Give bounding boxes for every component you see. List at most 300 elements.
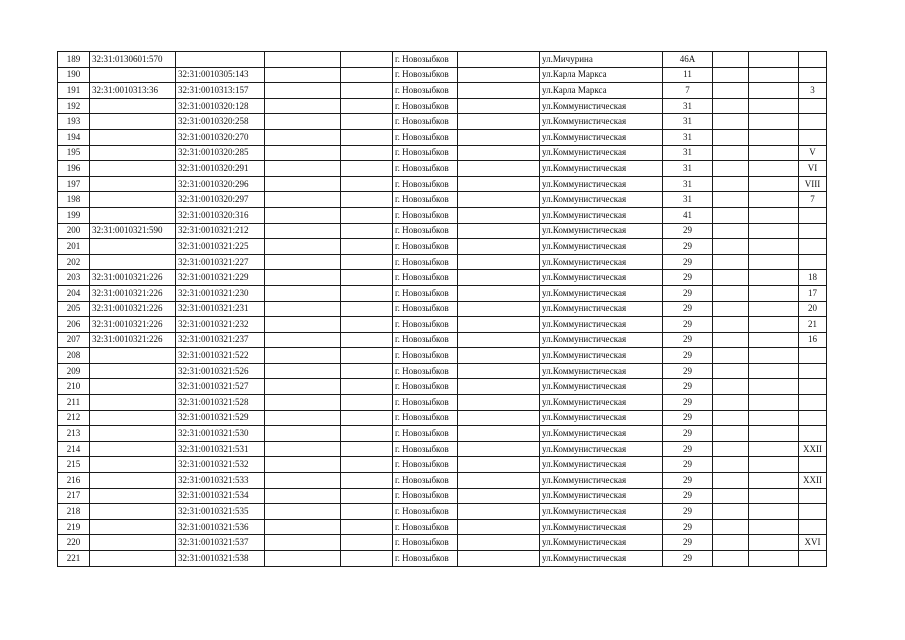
apartment-cell: 3 <box>799 83 827 99</box>
cadastral-parent-cell <box>90 535 176 551</box>
empty-cell <box>713 270 749 286</box>
empty-cell <box>713 535 749 551</box>
city-cell: г. Новозыбков <box>393 223 458 239</box>
house-number-cell: 29 <box>663 254 713 270</box>
city-cell: г. Новозыбков <box>393 239 458 255</box>
empty-cell <box>265 473 341 489</box>
city-cell: г. Новозыбков <box>393 207 458 223</box>
street-cell: ул.Коммунистическая <box>540 504 663 520</box>
row-number-cell: 198 <box>58 192 90 208</box>
cadastral-parent-cell <box>90 363 176 379</box>
cadastral-number-cell: 32:31:0010321:230 <box>176 285 265 301</box>
empty-cell <box>458 301 540 317</box>
empty-cell <box>341 317 393 333</box>
row-number-cell: 193 <box>58 114 90 130</box>
table-row <box>58 161 827 177</box>
city-cell: г. Новозыбков <box>393 317 458 333</box>
empty-cell <box>713 207 749 223</box>
city-cell: г. Новозыбков <box>393 83 458 99</box>
empty-cell <box>458 519 540 535</box>
street-cell: ул.Коммунистическая <box>540 301 663 317</box>
house-number-cell: 46А <box>663 52 713 68</box>
apartment-cell <box>799 207 827 223</box>
empty-cell <box>341 395 393 411</box>
empty-cell <box>749 473 799 489</box>
city-cell: г. Новозыбков <box>393 535 458 551</box>
street-cell: ул.Коммунистическая <box>540 270 663 286</box>
apartment-cell: V <box>799 145 827 161</box>
empty-cell <box>341 348 393 364</box>
empty-cell <box>458 457 540 473</box>
cadastral-number-cell: 32:31:0010321:225 <box>176 239 265 255</box>
cadastral-number-cell: 32:31:0010320:270 <box>176 129 265 145</box>
city-cell: г. Новозыбков <box>393 519 458 535</box>
empty-cell <box>713 488 749 504</box>
empty-cell <box>341 114 393 130</box>
cadastral-number-cell: 32:31:0010321:530 <box>176 426 265 442</box>
empty-cell <box>341 270 393 286</box>
city-cell: г. Новозыбков <box>393 504 458 520</box>
empty-cell <box>458 317 540 333</box>
city-cell: г. Новозыбков <box>393 52 458 68</box>
empty-cell <box>341 207 393 223</box>
street-cell: ул.Коммунистическая <box>540 239 663 255</box>
street-cell: ул.Коммунистическая <box>540 332 663 348</box>
street-cell: ул.Коммунистическая <box>540 317 663 333</box>
empty-cell <box>265 426 341 442</box>
empty-cell <box>341 239 393 255</box>
city-cell: г. Новозыбков <box>393 473 458 489</box>
empty-cell <box>341 363 393 379</box>
row-number-cell: 211 <box>58 395 90 411</box>
empty-cell <box>265 441 341 457</box>
house-number-cell: 31 <box>663 161 713 177</box>
empty-cell <box>713 285 749 301</box>
empty-cell <box>341 176 393 192</box>
empty-cell <box>458 114 540 130</box>
house-number-cell: 29 <box>663 332 713 348</box>
street-cell: ул.Коммунистическая <box>540 395 663 411</box>
cadastral-number-cell <box>176 52 265 68</box>
house-number-cell: 29 <box>663 223 713 239</box>
empty-cell <box>458 239 540 255</box>
empty-cell <box>265 129 341 145</box>
row-number-cell: 215 <box>58 457 90 473</box>
empty-cell <box>341 551 393 567</box>
empty-cell <box>749 317 799 333</box>
table-row <box>58 223 827 239</box>
empty-cell <box>749 114 799 130</box>
empty-cell <box>749 285 799 301</box>
cadastral-parent-cell <box>90 519 176 535</box>
apartment-cell <box>799 223 827 239</box>
table-row <box>58 395 827 411</box>
street-cell: ул.Коммунистическая <box>540 223 663 239</box>
empty-cell <box>265 519 341 535</box>
empty-cell <box>265 457 341 473</box>
apartment-cell: VI <box>799 161 827 177</box>
table-row <box>58 332 827 348</box>
apartment-cell <box>799 426 827 442</box>
cadastral-number-cell: 32:31:0010321:527 <box>176 379 265 395</box>
table-row <box>58 410 827 426</box>
cadastral-parent-cell: 32:31:0010321:226 <box>90 270 176 286</box>
city-cell: г. Новозыбков <box>393 301 458 317</box>
empty-cell <box>265 83 341 99</box>
apartment-cell <box>799 395 827 411</box>
cadastral-number-cell: 32:31:0010313:157 <box>176 83 265 99</box>
empty-cell <box>749 67 799 83</box>
empty-cell <box>265 410 341 426</box>
empty-cell <box>265 192 341 208</box>
cadastral-parent-cell <box>90 129 176 145</box>
row-number-cell: 220 <box>58 535 90 551</box>
house-number-cell: 29 <box>663 395 713 411</box>
cadastral-parent-cell: 32:31:0010313:36 <box>90 83 176 99</box>
house-number-cell: 31 <box>663 114 713 130</box>
table-row <box>58 301 827 317</box>
city-cell: г. Новозыбков <box>393 129 458 145</box>
street-cell: ул.Коммунистическая <box>540 363 663 379</box>
empty-cell <box>265 239 341 255</box>
city-cell: г. Новозыбков <box>393 441 458 457</box>
empty-cell <box>341 457 393 473</box>
empty-cell <box>265 98 341 114</box>
empty-cell <box>458 223 540 239</box>
street-cell: ул.Коммунистическая <box>540 488 663 504</box>
street-cell: ул.Коммунистическая <box>540 535 663 551</box>
empty-cell <box>341 129 393 145</box>
house-number-cell: 29 <box>663 239 713 255</box>
cadastral-number-cell: 32:31:0010320:297 <box>176 192 265 208</box>
street-cell: ул.Коммунистическая <box>540 161 663 177</box>
empty-cell <box>713 129 749 145</box>
empty-cell <box>265 285 341 301</box>
row-number-cell: 199 <box>58 207 90 223</box>
city-cell: г. Новозыбков <box>393 395 458 411</box>
cadastral-parent-cell <box>90 410 176 426</box>
house-number-cell: 29 <box>663 473 713 489</box>
empty-cell <box>265 223 341 239</box>
table-row <box>58 379 827 395</box>
apartment-cell <box>799 457 827 473</box>
empty-cell <box>341 145 393 161</box>
empty-cell <box>458 129 540 145</box>
row-number-cell: 196 <box>58 161 90 177</box>
empty-cell <box>713 145 749 161</box>
empty-cell <box>341 254 393 270</box>
city-cell: г. Новозыбков <box>393 98 458 114</box>
empty-cell <box>713 176 749 192</box>
house-number-cell: 29 <box>663 426 713 442</box>
cadastral-number-cell: 32:31:0010320:128 <box>176 98 265 114</box>
apartment-cell <box>799 98 827 114</box>
apartment-cell <box>799 504 827 520</box>
row-number-cell: 219 <box>58 519 90 535</box>
cadastral-number-cell: 32:31:0010320:258 <box>176 114 265 130</box>
city-cell: г. Новозыбков <box>393 426 458 442</box>
house-number-cell: 29 <box>663 379 713 395</box>
table-row <box>58 192 827 208</box>
apartment-cell <box>799 239 827 255</box>
cadastral-number-cell: 32:31:0010321:529 <box>176 410 265 426</box>
empty-cell <box>265 301 341 317</box>
empty-cell <box>265 317 341 333</box>
house-number-cell: 31 <box>663 129 713 145</box>
empty-cell <box>713 551 749 567</box>
street-cell: ул.Коммунистическая <box>540 285 663 301</box>
empty-cell <box>458 410 540 426</box>
empty-cell <box>749 223 799 239</box>
cadastral-parent-cell <box>90 192 176 208</box>
row-number-cell: 191 <box>58 83 90 99</box>
empty-cell <box>713 426 749 442</box>
row-number-cell: 221 <box>58 551 90 567</box>
empty-cell <box>265 488 341 504</box>
apartment-cell: XXII <box>799 473 827 489</box>
empty-cell <box>713 98 749 114</box>
apartment-cell <box>799 67 827 83</box>
apartment-cell <box>799 551 827 567</box>
cadastral-parent-cell <box>90 488 176 504</box>
empty-cell <box>265 363 341 379</box>
empty-cell <box>713 301 749 317</box>
empty-cell <box>265 535 341 551</box>
apartment-cell <box>799 114 827 130</box>
cadastral-number-cell: 32:31:0010321:535 <box>176 504 265 520</box>
table-row <box>58 535 827 551</box>
table-row <box>58 457 827 473</box>
cadastral-parent-cell <box>90 98 176 114</box>
empty-cell <box>265 504 341 520</box>
row-number-cell: 202 <box>58 254 90 270</box>
empty-cell <box>341 504 393 520</box>
empty-cell <box>458 473 540 489</box>
empty-cell <box>713 379 749 395</box>
cadastral-parent-cell <box>90 161 176 177</box>
empty-cell <box>713 161 749 177</box>
empty-cell <box>458 67 540 83</box>
house-number-cell: 31 <box>663 145 713 161</box>
table-row <box>58 317 827 333</box>
city-cell: г. Новозыбков <box>393 270 458 286</box>
empty-cell <box>749 457 799 473</box>
apartment-cell <box>799 129 827 145</box>
cadastral-parent-cell: 32:31:0010321:590 <box>90 223 176 239</box>
empty-cell <box>265 176 341 192</box>
house-number-cell: 29 <box>663 363 713 379</box>
empty-cell <box>458 176 540 192</box>
table-row <box>58 114 827 130</box>
cadastral-parent-cell <box>90 395 176 411</box>
row-number-cell: 194 <box>58 129 90 145</box>
empty-cell <box>458 285 540 301</box>
row-number-cell: 214 <box>58 441 90 457</box>
street-cell: ул.Карла Маркса <box>540 83 663 99</box>
cadastral-number-cell: 32:31:0010321:531 <box>176 441 265 457</box>
empty-cell <box>749 504 799 520</box>
empty-cell <box>749 426 799 442</box>
row-number-cell: 203 <box>58 270 90 286</box>
cadastral-parent-cell <box>90 145 176 161</box>
empty-cell <box>341 83 393 99</box>
apartment-cell <box>799 52 827 68</box>
house-number-cell: 29 <box>663 504 713 520</box>
row-number-cell: 195 <box>58 145 90 161</box>
cadastral-number-cell: 32:31:0010320:291 <box>176 161 265 177</box>
street-cell: ул.Коммунистическая <box>540 551 663 567</box>
house-number-cell: 29 <box>663 317 713 333</box>
apartment-cell: 17 <box>799 285 827 301</box>
empty-cell <box>265 254 341 270</box>
cadastral-parent-cell <box>90 207 176 223</box>
apartment-cell <box>799 348 827 364</box>
register-table <box>57 51 827 567</box>
city-cell: г. Новозыбков <box>393 161 458 177</box>
empty-cell <box>458 395 540 411</box>
row-number-cell: 204 <box>58 285 90 301</box>
city-cell: г. Новозыбков <box>393 410 458 426</box>
street-cell: ул.Коммунистическая <box>540 519 663 535</box>
table-row <box>58 285 827 301</box>
empty-cell <box>341 192 393 208</box>
empty-cell <box>458 270 540 286</box>
empty-cell <box>458 535 540 551</box>
row-number-cell: 217 <box>58 488 90 504</box>
empty-cell <box>713 239 749 255</box>
empty-cell <box>713 67 749 83</box>
city-cell: г. Новозыбков <box>393 363 458 379</box>
street-cell: ул.Коммунистическая <box>540 98 663 114</box>
table-row <box>58 83 827 99</box>
empty-cell <box>341 285 393 301</box>
street-cell: ул.Коммунистическая <box>540 192 663 208</box>
empty-cell <box>458 348 540 364</box>
table-row <box>58 348 827 364</box>
cadastral-parent-cell <box>90 473 176 489</box>
cadastral-parent-cell: 32:31:0130601:570 <box>90 52 176 68</box>
house-number-cell: 29 <box>663 441 713 457</box>
street-cell: ул.Коммунистическая <box>540 129 663 145</box>
empty-cell <box>713 457 749 473</box>
cadastral-number-cell: 32:31:0010321:212 <box>176 223 265 239</box>
house-number-cell: 29 <box>663 488 713 504</box>
register-body <box>58 52 827 567</box>
table-row <box>58 129 827 145</box>
house-number-cell: 29 <box>663 535 713 551</box>
empty-cell <box>458 332 540 348</box>
empty-cell <box>749 161 799 177</box>
table-row <box>58 145 827 161</box>
empty-cell <box>341 379 393 395</box>
empty-cell <box>341 519 393 535</box>
street-cell: ул.Коммунистическая <box>540 410 663 426</box>
cadastral-parent-cell <box>90 379 176 395</box>
row-number-cell: 208 <box>58 348 90 364</box>
house-number-cell: 29 <box>663 551 713 567</box>
house-number-cell: 29 <box>663 457 713 473</box>
apartment-cell: XXII <box>799 441 827 457</box>
empty-cell <box>458 83 540 99</box>
apartment-cell: 18 <box>799 270 827 286</box>
empty-cell <box>713 52 749 68</box>
apartment-cell <box>799 363 827 379</box>
row-number-cell: 205 <box>58 301 90 317</box>
city-cell: г. Новозыбков <box>393 379 458 395</box>
empty-cell <box>265 270 341 286</box>
empty-cell <box>749 441 799 457</box>
empty-cell <box>713 410 749 426</box>
street-cell: ул.Коммунистическая <box>540 441 663 457</box>
apartment-cell: 16 <box>799 332 827 348</box>
empty-cell <box>713 395 749 411</box>
apartment-cell <box>799 254 827 270</box>
street-cell: ул.Коммунистическая <box>540 176 663 192</box>
table-row <box>58 473 827 489</box>
empty-cell <box>265 67 341 83</box>
empty-cell <box>749 551 799 567</box>
empty-cell <box>265 52 341 68</box>
table-row <box>58 98 827 114</box>
street-cell: ул.Коммунистическая <box>540 379 663 395</box>
cadastral-number-cell: 32:31:0010321:534 <box>176 488 265 504</box>
table-row <box>58 239 827 255</box>
empty-cell <box>341 535 393 551</box>
empty-cell <box>458 207 540 223</box>
row-number-cell: 206 <box>58 317 90 333</box>
empty-cell <box>341 67 393 83</box>
empty-cell <box>749 270 799 286</box>
row-number-cell: 209 <box>58 363 90 379</box>
row-number-cell: 190 <box>58 67 90 83</box>
street-cell: ул.Коммунистическая <box>540 426 663 442</box>
empty-cell <box>749 519 799 535</box>
table-row <box>58 551 827 567</box>
empty-cell <box>749 129 799 145</box>
empty-cell <box>341 223 393 239</box>
table-row <box>58 519 827 535</box>
street-cell: ул.Коммунистическая <box>540 145 663 161</box>
table-row <box>58 426 827 442</box>
empty-cell <box>749 379 799 395</box>
empty-cell <box>458 192 540 208</box>
empty-cell <box>713 317 749 333</box>
empty-cell <box>749 332 799 348</box>
cadastral-parent-cell: 32:31:0010321:226 <box>90 301 176 317</box>
empty-cell <box>265 332 341 348</box>
table-row <box>58 176 827 192</box>
apartment-cell: XVI <box>799 535 827 551</box>
house-number-cell: 29 <box>663 270 713 286</box>
city-cell: г. Новозыбков <box>393 285 458 301</box>
table-row <box>58 504 827 520</box>
empty-cell <box>749 395 799 411</box>
street-cell: ул.Коммунистическая <box>540 348 663 364</box>
empty-cell <box>713 363 749 379</box>
street-cell: ул.Мичурина <box>540 52 663 68</box>
empty-cell <box>265 114 341 130</box>
cadastral-parent-cell <box>90 504 176 520</box>
empty-cell <box>341 301 393 317</box>
apartment-cell: 21 <box>799 317 827 333</box>
row-number-cell: 218 <box>58 504 90 520</box>
empty-cell <box>713 83 749 99</box>
cadastral-parent-cell <box>90 426 176 442</box>
empty-cell <box>341 410 393 426</box>
row-number-cell: 201 <box>58 239 90 255</box>
empty-cell <box>749 254 799 270</box>
empty-cell <box>749 301 799 317</box>
